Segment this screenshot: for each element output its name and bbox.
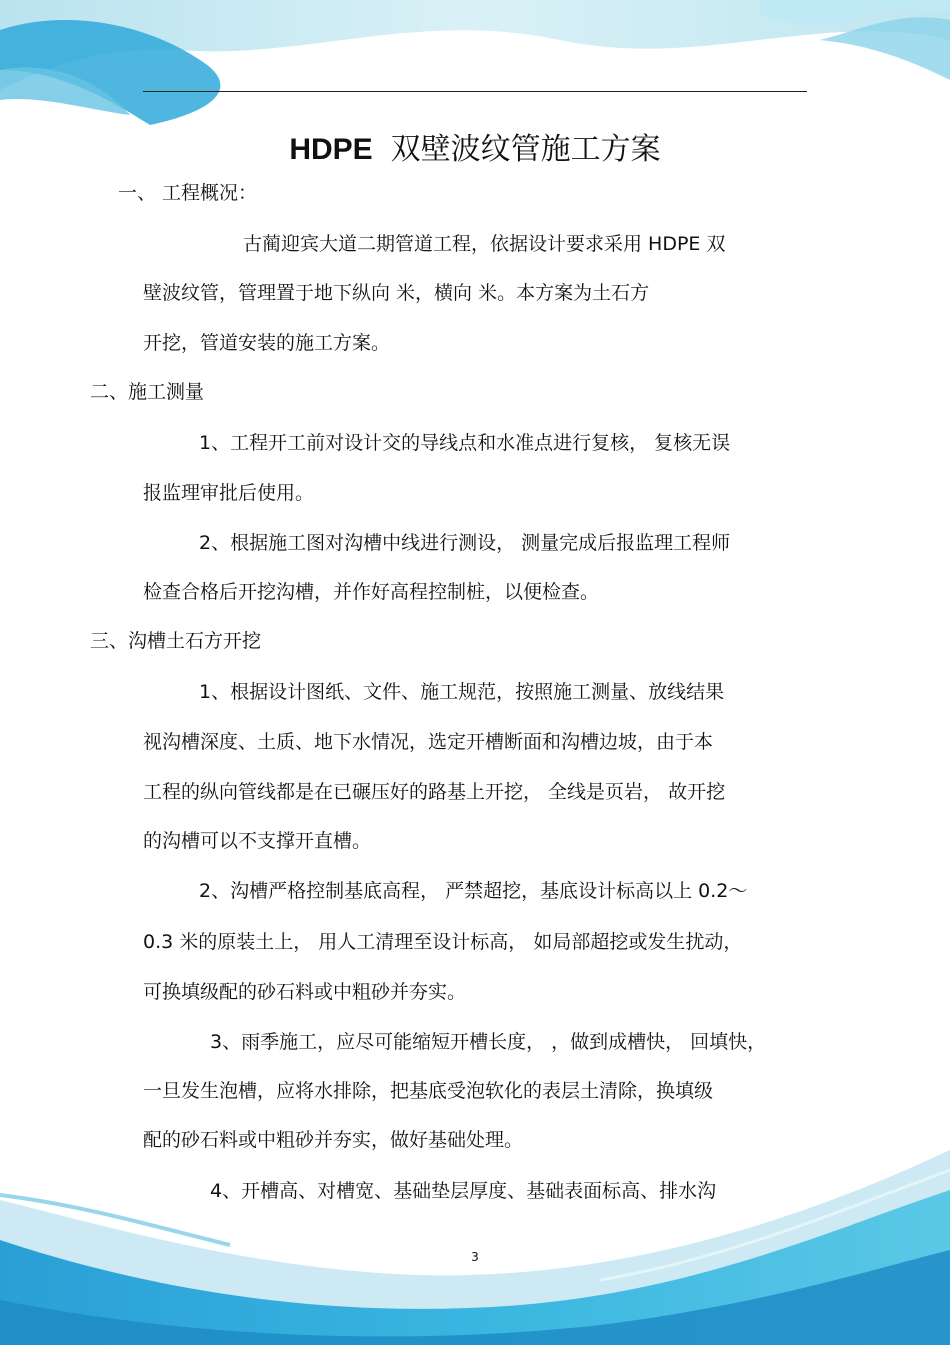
section-heading-survey: 二、施工测量 xyxy=(90,381,205,403)
document-title xyxy=(0,124,950,168)
paragraph-line: 壁波纹管，管理置于地下纵向 米，横向 米。本方案为土石方 xyxy=(143,282,650,304)
paragraph-line: 0.3 米的原装土上， 用人工清理至设计标高， 如局部超挖或发生扰动， xyxy=(143,931,743,953)
paragraph-line: 开挖，管道安装的施工方案。 xyxy=(143,332,391,354)
paragraph-line: 一旦发生泡槽，应将水排除，把基底受泡软化的表层土清除，换填级 xyxy=(143,1080,714,1102)
section-heading-excavation: 三、沟槽土石方开挖 xyxy=(90,630,262,652)
header-rule xyxy=(143,91,807,92)
title-cn: 双壁波纹管施工方案 xyxy=(390,132,661,167)
paragraph-line: 3、雨季施工，应尽可能缩短开槽长度， ，做到成槽快， 回填快， xyxy=(210,1031,767,1053)
paragraph-line: 视沟槽深度、土质、地下水情况，选定开槽断面和沟槽边坡，由于本 xyxy=(143,731,714,753)
paragraph-line: 可换填级配的砂石料或中粗砂并夯实。 xyxy=(143,981,467,1003)
paragraph-line: 2、根据施工图对沟槽中线进行测设， 测量完成后报监理工程师 xyxy=(199,532,731,554)
paragraph-line: 1、根据设计图纸、文件、施工规范，按照施工测量、放线结果 xyxy=(199,681,725,703)
page-number: 3 xyxy=(471,1250,479,1264)
section-heading-overview: 一、 工程概况： xyxy=(118,182,258,204)
paragraph-line: 工程的纵向管线都是在已碾压好的路基上开挖， 全线是页岩， 故开挖 xyxy=(143,781,726,803)
paragraph-line: 配的砂石料或中粗砂并夯实，做好基础处理。 xyxy=(143,1129,524,1151)
paragraph-line: 4、开槽高、对槽宽、基础垫层厚度、基础表面标高、排水沟 xyxy=(210,1180,717,1202)
paragraph-line: 1、工程开工前对设计交的导线点和水准点进行复核， 复核无误 xyxy=(199,432,731,454)
paragraph-line: 古蔺迎宾大道二期管道工程，依据设计要求采用 HDPE 双 xyxy=(243,233,726,255)
paragraph-line: 的沟槽可以不支撑开直槽。 xyxy=(143,830,372,852)
paragraph-line: 报监理审批后使用。 xyxy=(143,482,315,504)
paragraph-line: 检查合格后开挖沟槽，并作好高程控制桩，以便检查。 xyxy=(143,581,600,603)
title-en: HDPE xyxy=(289,133,373,166)
paragraph-line: 2、沟槽严格控制基底高程， 严禁超挖，基底设计标高以上 0.2～ xyxy=(199,880,748,902)
